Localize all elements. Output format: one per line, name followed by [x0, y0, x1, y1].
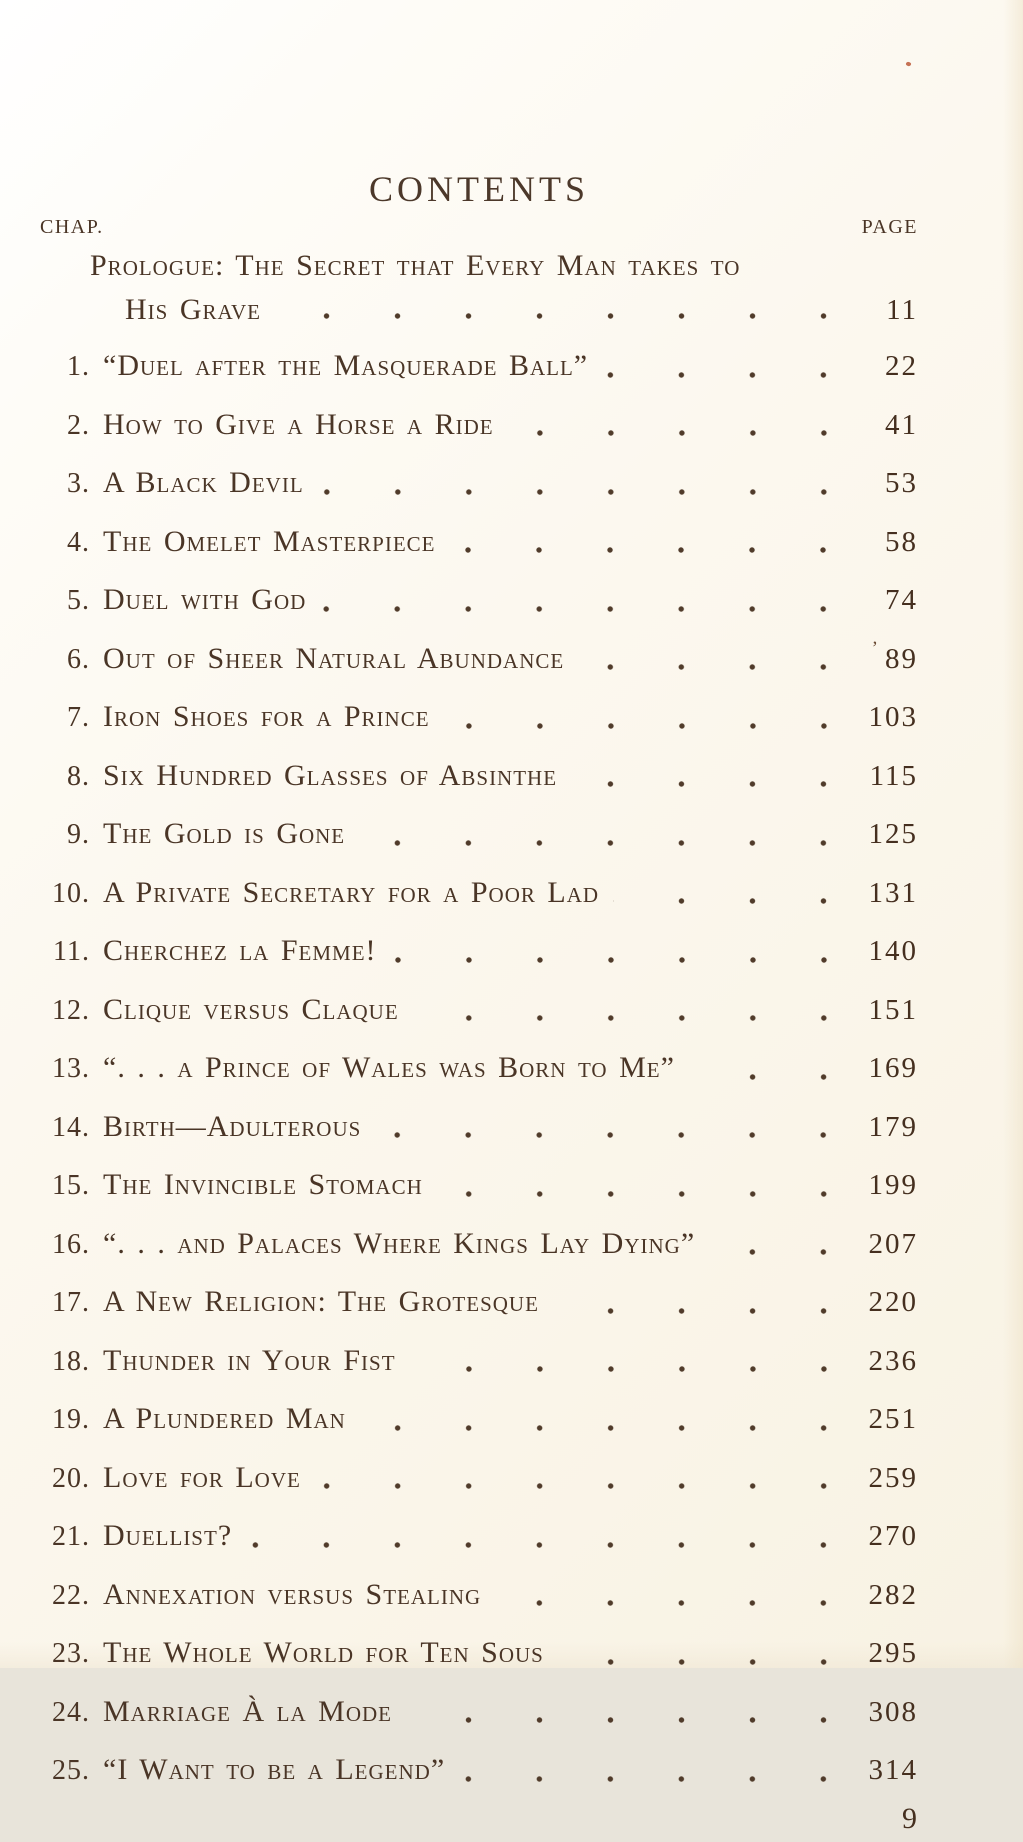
dot-leader — [613, 859, 834, 918]
folio-page-number: 9 — [902, 1801, 918, 1835]
chapter-page-cell — [840, 1327, 918, 1386]
chapter-page-cell — [840, 1561, 918, 1620]
chapter-number: 13. — [52, 1053, 90, 1084]
column-headers — [40, 210, 918, 244]
chapter-number: 18. — [52, 1345, 90, 1377]
chapter-title: The Gold is Gone — [103, 817, 346, 850]
toc-entry — [40, 1502, 918, 1561]
chapter-page-number: 259 — [868, 1461, 918, 1494]
dot-leader — [571, 742, 834, 801]
dot-leader — [315, 1444, 834, 1503]
chapter-page-number: 295 — [868, 1637, 918, 1669]
chapter-page-cell — [840, 625, 918, 684]
chapter-page-cell — [840, 1444, 918, 1503]
chapter-page-cell — [840, 332, 918, 391]
chapter-number: 11. — [53, 936, 90, 967]
chapter-page-cell — [840, 1210, 918, 1269]
folio-row — [40, 1795, 918, 1842]
toc-entry — [40, 508, 918, 567]
chapter-number: 9. — [67, 819, 90, 850]
prologue-line-2-text: His Grave — [125, 293, 261, 326]
chapter-number: 17. — [52, 1287, 90, 1318]
chapter-title: Cherchez la Femme! — [103, 934, 377, 967]
toc-entry — [40, 1034, 918, 1093]
dot-leader — [406, 1678, 834, 1737]
chapter-number: 6. — [67, 643, 90, 675]
chapter-page-number: 220 — [868, 1286, 918, 1318]
toc-entry — [40, 1736, 918, 1795]
chapter-page-cell — [840, 449, 918, 508]
toc-entry — [40, 1268, 918, 1327]
chapter-number: 10. — [52, 877, 90, 909]
chapter-page-number: 199 — [868, 1169, 918, 1201]
dot-leader — [410, 1327, 834, 1386]
prologue-line-1: Prologue: The Secret that Every Man takes to — [90, 249, 741, 282]
toc-entry — [40, 332, 918, 391]
chapter-number: 21. — [52, 1521, 90, 1552]
chap-column-header: CHAP. — [40, 216, 104, 238]
toc-entry — [40, 1327, 918, 1386]
dot-leader — [318, 449, 834, 508]
toc-entry — [40, 1444, 918, 1503]
chapter-title: A Plundered Man — [103, 1402, 346, 1435]
chapter-page-number: 169 — [868, 1052, 918, 1084]
chapter-page-number: 236 — [868, 1344, 918, 1377]
chapter-page-number: 251 — [868, 1403, 918, 1435]
toc-entry — [40, 742, 918, 801]
chapter-title: How to Give a Horse a Ride — [103, 407, 494, 441]
chapter-page-cell — [840, 976, 918, 1035]
dot-leader — [508, 391, 834, 450]
chapter-page-cell — [840, 859, 918, 918]
chapter-page-cell — [840, 1034, 918, 1093]
chapter-page-cell — [840, 742, 918, 801]
chapter-number: 24. — [52, 1696, 90, 1728]
dot-leader — [413, 976, 834, 1035]
toc-entry — [40, 1678, 918, 1737]
chapter-number: 3. — [67, 468, 90, 499]
chapter-title: Marriage À la Mode — [103, 1694, 392, 1728]
toc-entry — [40, 1619, 918, 1678]
chapter-page-cell — [840, 508, 918, 567]
dot-leader — [495, 1561, 834, 1620]
dot-leader — [375, 1093, 834, 1152]
chapter-page-cell — [840, 1093, 918, 1152]
chapter-number: 4. — [67, 526, 90, 558]
prologue-page-number: 11 — [886, 294, 918, 326]
chapter-page-number: 282 — [868, 1578, 918, 1611]
chapter-title: The Whole World for Ten Sous — [103, 1636, 544, 1669]
chapter-page-cell — [840, 1151, 918, 1210]
page-content — [40, 168, 918, 1842]
chapter-number: 1. — [67, 351, 90, 382]
toc-entry — [40, 976, 918, 1035]
chapter-page-number: 22 — [885, 350, 918, 382]
chapter-page-number: 89 — [885, 642, 918, 675]
chapter-page-number: 151 — [868, 993, 918, 1026]
chapter-page-cell — [840, 1502, 918, 1561]
chapter-title: “. . . a Prince of Wales was Born to Me” — [103, 1051, 675, 1084]
chapter-number: 8. — [67, 760, 90, 792]
page-number-tick-mark: ’ — [871, 637, 880, 659]
toc-entry — [40, 859, 918, 918]
toc-entry — [40, 449, 918, 508]
toc-entry — [40, 917, 918, 976]
dot-leader — [578, 625, 834, 684]
chapter-number: 25. — [52, 1755, 90, 1786]
chapter-title: Duel with God — [103, 583, 307, 616]
dot-leader — [320, 566, 834, 625]
chapter-title: Duellist? — [103, 1519, 233, 1552]
chapter-title: The Invincible Stomach — [103, 1168, 423, 1201]
chapter-title: “Duel after the Masquerade Ball” — [103, 349, 589, 382]
chapter-page-number: 140 — [868, 935, 918, 967]
chapter-page-cell — [840, 391, 918, 450]
chapter-page-number: 308 — [868, 1695, 918, 1728]
chapter-page-cell — [840, 917, 918, 976]
chapter-title: Six Hundred Glasses of Absinthe — [103, 758, 558, 792]
toc-entry — [40, 683, 918, 742]
chapter-page-cell — [840, 1678, 918, 1737]
prologue-line-2 — [40, 288, 918, 332]
dot-leader — [553, 1268, 834, 1327]
chapter-number: 19. — [52, 1404, 90, 1435]
dot-leader — [558, 1619, 834, 1678]
toc-entry — [40, 625, 918, 684]
dot-leader — [444, 683, 834, 742]
dot-leader — [391, 917, 834, 976]
dot-leader — [602, 332, 834, 391]
chapter-title: A Private Secretary for a Poor Lad — [103, 875, 600, 909]
chapter-page-number: 179 — [868, 1110, 918, 1143]
chapter-page-cell — [840, 1268, 918, 1327]
chapter-page-cell — [840, 566, 918, 625]
chapter-number: 20. — [52, 1462, 90, 1494]
chapter-title: Thunder in Your Fist — [103, 1343, 396, 1377]
chapter-number: 7. — [67, 702, 90, 733]
chapter-number: 12. — [52, 994, 90, 1026]
chapter-title: A New Religion: The Grotesque — [103, 1285, 539, 1318]
chapter-title: Clique versus Claque — [103, 992, 399, 1026]
chapter-page-number: 270 — [868, 1520, 918, 1552]
chapter-number: 22. — [52, 1579, 90, 1611]
chapter-page-number: 41 — [885, 408, 918, 441]
chapter-number: 16. — [52, 1228, 90, 1260]
toc-entry — [40, 1561, 918, 1620]
chapter-title: “. . . and Palaces Where Kings Lay Dying” — [103, 1226, 696, 1260]
dot-leader — [359, 800, 834, 859]
dot-leader — [709, 1210, 834, 1269]
chapter-title: Iron Shoes for a Prince — [103, 700, 430, 733]
dot-leader — [275, 288, 834, 332]
chapter-number: 5. — [67, 585, 90, 616]
toc-entry — [40, 1210, 918, 1269]
page-column-header: PAGE — [861, 216, 918, 238]
chapter-title: “I Want to be a Legend” — [103, 1753, 446, 1786]
chapter-title: Love for Love — [103, 1460, 301, 1494]
chapter-number: 2. — [67, 409, 90, 441]
chapter-page-number: 125 — [868, 818, 918, 850]
toc-entry — [40, 1385, 918, 1444]
prologue-block — [40, 244, 918, 332]
chapter-page-cell — [840, 1736, 918, 1795]
chapter-page-number: 207 — [868, 1227, 918, 1260]
chapter-title: Annexation versus Stealing — [103, 1577, 482, 1611]
chapter-page-number: 53 — [885, 467, 918, 499]
chapter-page-cell — [840, 1385, 918, 1444]
chapter-page-number: 58 — [885, 525, 918, 558]
dot-leader — [360, 1385, 834, 1444]
chapter-number: 14. — [52, 1111, 90, 1143]
chapter-page-cell — [840, 800, 918, 859]
toc-entry — [40, 1093, 918, 1152]
chapter-page-cell — [840, 1619, 918, 1678]
dot-leader — [437, 1151, 834, 1210]
dot-leader — [246, 1502, 834, 1561]
chapter-number: 15. — [52, 1170, 90, 1201]
chapter-number: 23. — [52, 1638, 90, 1669]
toc-entry — [40, 566, 918, 625]
chapter-title: A Black Devil — [103, 466, 304, 499]
chapter-title: Birth—Adulterous — [103, 1109, 362, 1143]
chapter-page-number: 74 — [885, 584, 918, 616]
dot-leader — [449, 508, 834, 567]
toc-entry — [40, 391, 918, 450]
toc-entry-list — [40, 332, 918, 1795]
dot-leader — [689, 1034, 834, 1093]
chapter-title: Out of Sheer Natural Abundance — [103, 641, 565, 675]
dot-leader — [459, 1736, 834, 1795]
paper-speck — [905, 61, 911, 67]
page-title: CONTENTS — [369, 169, 589, 209]
chapter-page-number: 314 — [868, 1754, 918, 1786]
chapter-page-number: 131 — [868, 876, 918, 909]
chapter-page-number: 103 — [868, 701, 918, 733]
chapter-title: The Omelet Masterpiece — [103, 524, 436, 558]
toc-entry — [40, 800, 918, 859]
toc-entry — [40, 1151, 918, 1210]
chapter-page-number: 115 — [869, 759, 918, 792]
chapter-page-cell — [840, 683, 918, 742]
